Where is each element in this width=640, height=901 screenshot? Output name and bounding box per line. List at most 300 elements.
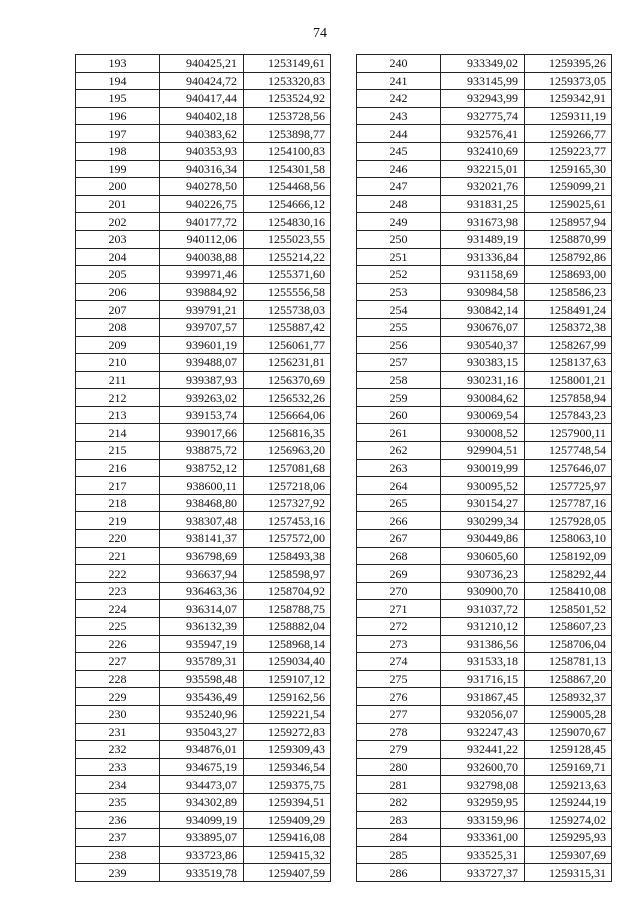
table-row — [76, 705, 331, 723]
y-coordinate-cell: 1256963,20 — [244, 442, 331, 460]
y-coordinate-cell: 1259375,75 — [244, 776, 331, 794]
x-coordinate-cell: 936314,07 — [160, 600, 244, 618]
table-row — [76, 547, 331, 565]
y-coordinate-cell: 1258137,63 — [525, 354, 612, 372]
y-coordinate-cell: 1255371,60 — [244, 266, 331, 284]
y-coordinate-cell: 1256664,06 — [244, 406, 331, 424]
y-coordinate-cell: 1259213,63 — [525, 776, 612, 794]
x-coordinate-cell: 938752,12 — [160, 459, 244, 477]
x-coordinate-cell: 939017,66 — [160, 424, 244, 442]
y-coordinate-cell: 1259128,45 — [525, 741, 612, 759]
y-coordinate-cell: 1254468,56 — [244, 178, 331, 196]
table-row — [357, 283, 612, 301]
y-coordinate-cell: 1256370,69 — [244, 371, 331, 389]
x-coordinate-cell: 934302,89 — [160, 793, 244, 811]
point-number-cell: 265 — [357, 494, 441, 512]
point-number-cell: 282 — [357, 793, 441, 811]
table-row — [76, 389, 331, 407]
point-number-cell: 230 — [76, 705, 160, 723]
table-row — [76, 723, 331, 741]
y-coordinate-cell: 1258788,75 — [244, 600, 331, 618]
x-coordinate-cell: 940424,72 — [160, 72, 244, 90]
x-coordinate-cell: 933723,86 — [160, 846, 244, 864]
point-number-cell: 224 — [76, 600, 160, 618]
point-number-cell: 209 — [76, 336, 160, 354]
point-number-cell: 274 — [357, 653, 441, 671]
point-number-cell: 281 — [357, 776, 441, 794]
x-coordinate-cell: 932021,76 — [441, 178, 525, 196]
y-coordinate-cell: 1255738,03 — [244, 301, 331, 319]
point-number-cell: 227 — [76, 653, 160, 671]
point-number-cell: 252 — [357, 266, 441, 284]
x-coordinate-cell: 932247,43 — [441, 723, 525, 741]
x-coordinate-cell: 931386,56 — [441, 635, 525, 653]
x-coordinate-cell: 930095,52 — [441, 477, 525, 495]
x-coordinate-cell: 940226,75 — [160, 195, 244, 213]
x-coordinate-cell: 932410,69 — [441, 142, 525, 160]
table-row — [76, 776, 331, 794]
x-coordinate-cell: 932943,99 — [441, 90, 525, 108]
y-coordinate-cell: 1256816,35 — [244, 424, 331, 442]
y-coordinate-cell: 1258882,04 — [244, 618, 331, 636]
y-coordinate-cell: 1253149,61 — [244, 55, 331, 73]
x-coordinate-cell: 931210,12 — [441, 618, 525, 636]
point-number-cell: 229 — [76, 688, 160, 706]
point-number-cell: 246 — [357, 160, 441, 178]
y-coordinate-cell: 1257081,68 — [244, 459, 331, 477]
y-coordinate-cell: 1258491,24 — [525, 301, 612, 319]
table-row — [357, 459, 612, 477]
table-row — [357, 758, 612, 776]
x-coordinate-cell: 939971,46 — [160, 266, 244, 284]
x-coordinate-cell: 930069,54 — [441, 406, 525, 424]
x-coordinate-cell: 940425,21 — [160, 55, 244, 73]
x-coordinate-cell: 931831,25 — [441, 195, 525, 213]
table-row — [357, 195, 612, 213]
y-coordinate-cell: 1259407,59 — [244, 864, 331, 882]
table-row — [76, 90, 331, 108]
point-number-cell: 241 — [357, 72, 441, 90]
x-coordinate-cell: 940402,18 — [160, 107, 244, 125]
table-row — [76, 758, 331, 776]
point-number-cell: 278 — [357, 723, 441, 741]
x-coordinate-cell: 931533,18 — [441, 653, 525, 671]
y-coordinate-cell: 1258792,86 — [525, 248, 612, 266]
table-row — [357, 442, 612, 460]
point-number-cell: 275 — [357, 670, 441, 688]
point-number-cell: 286 — [357, 864, 441, 882]
point-number-cell: 216 — [76, 459, 160, 477]
table-row — [76, 178, 331, 196]
y-coordinate-cell: 1259223,77 — [525, 142, 612, 160]
point-number-cell: 245 — [357, 142, 441, 160]
table-row — [76, 55, 331, 73]
y-coordinate-cell: 1259266,77 — [525, 125, 612, 143]
x-coordinate-cell: 939791,21 — [160, 301, 244, 319]
point-number-cell: 194 — [76, 72, 160, 90]
point-number-cell: 204 — [76, 248, 160, 266]
point-number-cell: 280 — [357, 758, 441, 776]
point-number-cell: 271 — [357, 600, 441, 618]
x-coordinate-cell: 930900,70 — [441, 582, 525, 600]
point-number-cell: 260 — [357, 406, 441, 424]
point-number-cell: 279 — [357, 741, 441, 759]
x-coordinate-cell: 930008,52 — [441, 424, 525, 442]
x-coordinate-cell: 930540,37 — [441, 336, 525, 354]
point-number-cell: 259 — [357, 389, 441, 407]
table-row — [76, 213, 331, 231]
y-coordinate-cell: 1255214,22 — [244, 248, 331, 266]
table-row — [76, 371, 331, 389]
table-row — [76, 354, 331, 372]
table-row — [357, 705, 612, 723]
x-coordinate-cell: 930019,99 — [441, 459, 525, 477]
y-coordinate-cell: 1253728,56 — [244, 107, 331, 125]
x-coordinate-cell: 930449,86 — [441, 530, 525, 548]
y-coordinate-cell: 1258063,10 — [525, 530, 612, 548]
point-number-cell: 272 — [357, 618, 441, 636]
x-coordinate-cell: 939153,74 — [160, 406, 244, 424]
point-number-cell: 254 — [357, 301, 441, 319]
x-coordinate-cell: 931158,69 — [441, 266, 525, 284]
point-number-cell: 273 — [357, 635, 441, 653]
table-row — [76, 494, 331, 512]
point-number-cell: 256 — [357, 336, 441, 354]
point-number-cell: 220 — [76, 530, 160, 548]
x-coordinate-cell: 940278,50 — [160, 178, 244, 196]
y-coordinate-cell: 1259272,83 — [244, 723, 331, 741]
y-coordinate-cell: 1258001,21 — [525, 371, 612, 389]
table-row — [76, 670, 331, 688]
point-number-cell: 233 — [76, 758, 160, 776]
table-row — [357, 55, 612, 73]
table-row — [76, 582, 331, 600]
table-row — [76, 248, 331, 266]
y-coordinate-cell: 1259005,28 — [525, 705, 612, 723]
point-number-cell: 262 — [357, 442, 441, 460]
point-number-cell: 248 — [357, 195, 441, 213]
x-coordinate-cell: 932576,41 — [441, 125, 525, 143]
point-number-cell: 247 — [357, 178, 441, 196]
table-row — [357, 530, 612, 548]
x-coordinate-cell: 930605,60 — [441, 547, 525, 565]
table-row — [76, 125, 331, 143]
point-number-cell: 267 — [357, 530, 441, 548]
point-number-cell: 283 — [357, 811, 441, 829]
x-coordinate-cell: 940316,34 — [160, 160, 244, 178]
table-row — [76, 864, 331, 882]
point-number-cell: 203 — [76, 230, 160, 248]
y-coordinate-cell: 1255887,42 — [244, 318, 331, 336]
point-number-cell: 261 — [357, 424, 441, 442]
x-coordinate-cell: 934876,01 — [160, 741, 244, 759]
table-row — [357, 741, 612, 759]
table-row — [357, 688, 612, 706]
x-coordinate-cell: 932441,22 — [441, 741, 525, 759]
point-number-cell: 210 — [76, 354, 160, 372]
point-number-cell: 243 — [357, 107, 441, 125]
point-number-cell: 253 — [357, 283, 441, 301]
point-number-cell: 284 — [357, 829, 441, 847]
x-coordinate-cell: 936637,94 — [160, 565, 244, 583]
table-row — [76, 811, 331, 829]
y-coordinate-cell: 1258501,52 — [525, 600, 612, 618]
y-coordinate-cell: 1258493,38 — [244, 547, 331, 565]
y-coordinate-cell: 1254301,58 — [244, 160, 331, 178]
y-coordinate-cell: 1255556,58 — [244, 283, 331, 301]
y-coordinate-cell: 1259099,21 — [525, 178, 612, 196]
point-number-cell: 232 — [76, 741, 160, 759]
x-coordinate-cell: 938875,72 — [160, 442, 244, 460]
x-coordinate-cell: 930383,15 — [441, 354, 525, 372]
table-row — [76, 793, 331, 811]
table-row — [357, 107, 612, 125]
table-row — [76, 336, 331, 354]
table-row — [76, 442, 331, 460]
y-coordinate-cell: 1257928,05 — [525, 512, 612, 530]
x-coordinate-cell: 939387,93 — [160, 371, 244, 389]
y-coordinate-cell: 1258867,20 — [525, 670, 612, 688]
y-coordinate-cell: 1259295,93 — [525, 829, 612, 847]
table-row — [76, 230, 331, 248]
point-number-cell: 207 — [76, 301, 160, 319]
table-row — [76, 142, 331, 160]
table-row — [357, 723, 612, 741]
point-number-cell: 213 — [76, 406, 160, 424]
y-coordinate-cell: 1259342,91 — [525, 90, 612, 108]
y-coordinate-cell: 1254666,12 — [244, 195, 331, 213]
point-number-cell: 285 — [357, 846, 441, 864]
x-coordinate-cell: 932215,01 — [441, 160, 525, 178]
x-coordinate-cell: 932600,70 — [441, 758, 525, 776]
x-coordinate-cell: 932959,95 — [441, 793, 525, 811]
table-row — [76, 160, 331, 178]
x-coordinate-cell: 931867,45 — [441, 688, 525, 706]
table-row — [357, 336, 612, 354]
coordinates-table-right — [356, 54, 612, 882]
y-coordinate-cell: 1257572,00 — [244, 530, 331, 548]
table-row — [76, 283, 331, 301]
y-coordinate-cell: 1259034,40 — [244, 653, 331, 671]
point-number-cell: 239 — [76, 864, 160, 882]
y-coordinate-cell: 1257218,06 — [244, 477, 331, 495]
point-number-cell: 223 — [76, 582, 160, 600]
point-number-cell: 201 — [76, 195, 160, 213]
point-number-cell: 205 — [76, 266, 160, 284]
x-coordinate-cell: 939601,19 — [160, 336, 244, 354]
point-number-cell: 242 — [357, 90, 441, 108]
table-row — [76, 301, 331, 319]
y-coordinate-cell: 1253524,92 — [244, 90, 331, 108]
y-coordinate-cell: 1257900,11 — [525, 424, 612, 442]
point-number-cell: 215 — [76, 442, 160, 460]
point-number-cell: 258 — [357, 371, 441, 389]
x-coordinate-cell: 930154,27 — [441, 494, 525, 512]
y-coordinate-cell: 1257646,07 — [525, 459, 612, 477]
table-row — [357, 213, 612, 231]
point-number-cell: 236 — [76, 811, 160, 829]
x-coordinate-cell: 931336,84 — [441, 248, 525, 266]
x-coordinate-cell: 940177,72 — [160, 213, 244, 231]
x-coordinate-cell: 936132,39 — [160, 618, 244, 636]
x-coordinate-cell: 932775,74 — [441, 107, 525, 125]
table-row — [357, 301, 612, 319]
point-number-cell: 255 — [357, 318, 441, 336]
x-coordinate-cell: 934675,19 — [160, 758, 244, 776]
point-number-cell: 222 — [76, 565, 160, 583]
x-coordinate-cell: 931673,98 — [441, 213, 525, 231]
point-number-cell: 226 — [76, 635, 160, 653]
y-coordinate-cell: 1258704,92 — [244, 582, 331, 600]
x-coordinate-cell: 930084,62 — [441, 389, 525, 407]
y-coordinate-cell: 1259311,19 — [525, 107, 612, 125]
x-coordinate-cell: 931716,15 — [441, 670, 525, 688]
x-coordinate-cell: 938600,11 — [160, 477, 244, 495]
point-number-cell: 276 — [357, 688, 441, 706]
y-coordinate-cell: 1258586,23 — [525, 283, 612, 301]
table-row — [357, 618, 612, 636]
x-coordinate-cell: 940353,93 — [160, 142, 244, 160]
point-number-cell: 198 — [76, 142, 160, 160]
point-number-cell: 234 — [76, 776, 160, 794]
y-coordinate-cell: 1259244,19 — [525, 793, 612, 811]
y-coordinate-cell: 1259346,54 — [244, 758, 331, 776]
y-coordinate-cell: 1258292,44 — [525, 565, 612, 583]
table-row — [76, 565, 331, 583]
table-row — [357, 565, 612, 583]
x-coordinate-cell: 940417,44 — [160, 90, 244, 108]
y-coordinate-cell: 1257858,94 — [525, 389, 612, 407]
table-row — [357, 776, 612, 794]
y-coordinate-cell: 1259415,32 — [244, 846, 331, 864]
x-coordinate-cell: 932798,08 — [441, 776, 525, 794]
table-row — [76, 406, 331, 424]
table-row — [357, 72, 612, 90]
point-number-cell: 199 — [76, 160, 160, 178]
point-number-cell: 214 — [76, 424, 160, 442]
table-row — [357, 635, 612, 653]
x-coordinate-cell: 930299,34 — [441, 512, 525, 530]
y-coordinate-cell: 1258607,23 — [525, 618, 612, 636]
point-number-cell: 266 — [357, 512, 441, 530]
point-number-cell: 221 — [76, 547, 160, 565]
x-coordinate-cell: 934473,07 — [160, 776, 244, 794]
y-coordinate-cell: 1259070,67 — [525, 723, 612, 741]
table-row — [357, 811, 612, 829]
x-coordinate-cell: 929904,51 — [441, 442, 525, 460]
table-row — [76, 635, 331, 653]
x-coordinate-cell: 935947,19 — [160, 635, 244, 653]
point-number-cell: 268 — [357, 547, 441, 565]
y-coordinate-cell: 1259416,08 — [244, 829, 331, 847]
table-row — [357, 424, 612, 442]
y-coordinate-cell: 1257748,54 — [525, 442, 612, 460]
y-coordinate-cell: 1257787,16 — [525, 494, 612, 512]
table-row — [357, 582, 612, 600]
point-number-cell: 193 — [76, 55, 160, 73]
point-number-cell: 228 — [76, 670, 160, 688]
point-number-cell: 237 — [76, 829, 160, 847]
table-row — [357, 829, 612, 847]
x-coordinate-cell: 940112,06 — [160, 230, 244, 248]
y-coordinate-cell: 1258968,14 — [244, 635, 331, 653]
x-coordinate-cell: 940038,88 — [160, 248, 244, 266]
x-coordinate-cell: 933349,02 — [441, 55, 525, 73]
table-row — [357, 864, 612, 882]
table-row — [357, 547, 612, 565]
table-row — [357, 142, 612, 160]
x-coordinate-cell: 935436,49 — [160, 688, 244, 706]
point-number-cell: 240 — [357, 55, 441, 73]
y-coordinate-cell: 1258932,37 — [525, 688, 612, 706]
y-coordinate-cell: 1259373,05 — [525, 72, 612, 90]
y-coordinate-cell: 1258267,99 — [525, 336, 612, 354]
table-row — [357, 160, 612, 178]
x-coordinate-cell: 933159,96 — [441, 811, 525, 829]
y-coordinate-cell: 1259169,71 — [525, 758, 612, 776]
x-coordinate-cell: 935789,31 — [160, 653, 244, 671]
x-coordinate-cell: 935043,27 — [160, 723, 244, 741]
point-number-cell: 244 — [357, 125, 441, 143]
y-coordinate-cell: 1259309,43 — [244, 741, 331, 759]
y-coordinate-cell: 1259307,69 — [525, 846, 612, 864]
x-coordinate-cell: 930736,23 — [441, 565, 525, 583]
table-row — [76, 512, 331, 530]
page-number: 74 — [313, 26, 327, 41]
y-coordinate-cell: 1258870,99 — [525, 230, 612, 248]
point-number-cell: 225 — [76, 618, 160, 636]
x-coordinate-cell: 939884,92 — [160, 283, 244, 301]
point-number-cell: 195 — [76, 90, 160, 108]
coordinates-table-left — [75, 54, 331, 882]
table-row — [357, 248, 612, 266]
x-coordinate-cell: 932056,07 — [441, 705, 525, 723]
x-coordinate-cell: 933361,00 — [441, 829, 525, 847]
table-row — [76, 618, 331, 636]
point-number-cell: 231 — [76, 723, 160, 741]
y-coordinate-cell: 1259395,26 — [525, 55, 612, 73]
point-number-cell: 250 — [357, 230, 441, 248]
point-number-cell: 208 — [76, 318, 160, 336]
y-coordinate-cell: 1253320,83 — [244, 72, 331, 90]
x-coordinate-cell: 938468,80 — [160, 494, 244, 512]
point-number-cell: 235 — [76, 793, 160, 811]
table-row — [76, 741, 331, 759]
y-coordinate-cell: 1258693,00 — [525, 266, 612, 284]
table-row — [357, 371, 612, 389]
x-coordinate-cell: 930984,58 — [441, 283, 525, 301]
table-row — [76, 195, 331, 213]
point-number-cell: 211 — [76, 371, 160, 389]
table-row — [357, 846, 612, 864]
table-row — [357, 389, 612, 407]
y-coordinate-cell: 1254100,83 — [244, 142, 331, 160]
y-coordinate-cell: 1259107,12 — [244, 670, 331, 688]
table-row — [357, 90, 612, 108]
point-number-cell: 196 — [76, 107, 160, 125]
y-coordinate-cell: 1258372,38 — [525, 318, 612, 336]
y-coordinate-cell: 1258192,09 — [525, 547, 612, 565]
x-coordinate-cell: 933895,07 — [160, 829, 244, 847]
point-number-cell: 217 — [76, 477, 160, 495]
table-row — [357, 600, 612, 618]
table-row — [76, 72, 331, 90]
y-coordinate-cell: 1259221,54 — [244, 705, 331, 723]
point-number-cell: 270 — [357, 582, 441, 600]
table-row — [357, 477, 612, 495]
table-row — [357, 512, 612, 530]
x-coordinate-cell: 939263,02 — [160, 389, 244, 407]
